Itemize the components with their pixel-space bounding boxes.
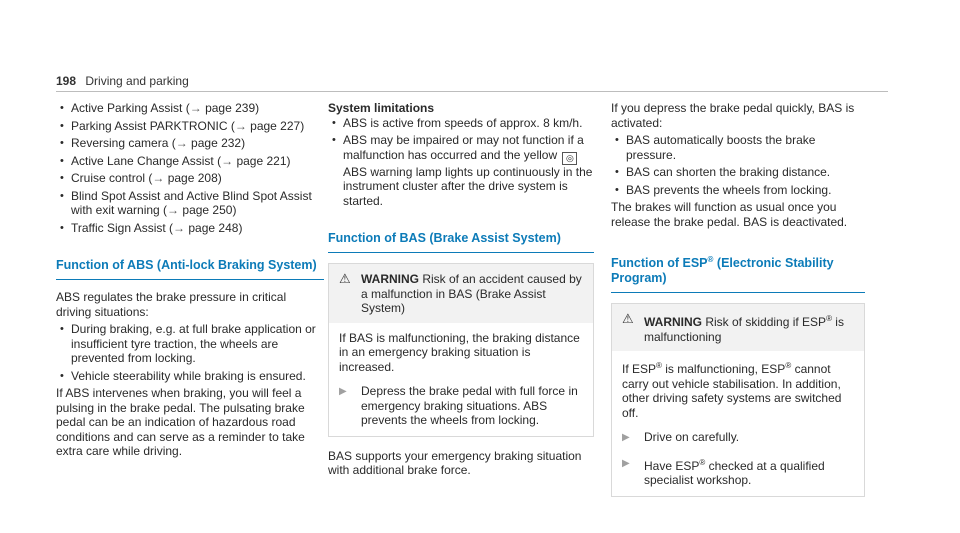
list-item: • Traffic Sign Assist (→ page 248) — [60, 220, 243, 235]
esp-warning-box: ⚠ WARNING Risk of skidding if ESP® is malfunctioning If ESP® is malfunctioning, ESP® cannot carry out vehicle stabilisation. In addition, other driving safety systems are switched off. ▶ Drive on carefully. ▶ Have ESP® checked at a qualified specialist workshop. — [611, 303, 865, 497]
warning-triangle-icon: ⚠ — [622, 311, 634, 326]
warning-label: WARNING — [644, 315, 702, 329]
list-item: • Reversing camera (→ page 232) — [60, 136, 246, 150]
abs-outro: If ABS intervenes when braking, you will feel a pulsing in the brake pedal. The pulsating brake pedal can be an indication of hazardous road conditions and can serve as a reminder to take extra care while driving. — [56, 386, 305, 458]
abs-section-title: Function of ABS (Anti-lock Braking System) — [56, 258, 324, 280]
bas-support: BAS supports your emergency braking situation with additional brake force. — [328, 448, 582, 477]
page-ref-link[interactable]: page 221 — [236, 153, 287, 168]
limitations-heading: System limitations — [328, 101, 435, 115]
list-item: • During braking, e.g. at full brake application or insufficient tyre traction, the wheels are prevented from locking. — [60, 322, 316, 365]
step-arrow-icon: ▶ — [339, 386, 347, 397]
bas-section-title: Function of BAS (Brake Assist System) — [328, 231, 594, 253]
esp-section-title: Function of ESP® (Electronic Stability Program) — [611, 252, 865, 293]
abs-intro: ABS regulates the brake pressure in critical driving situations: — [56, 290, 287, 319]
abs-bullets — [56, 322, 324, 383]
list-item: • BAS prevents the wheels from locking. — [615, 182, 832, 197]
page-ref-link[interactable]: page 250 — [182, 203, 233, 217]
assist-list — [56, 101, 324, 235]
list-item: • Blind Spot Assist and Active Blind Spot Assist with exit warning (→ page 250) — [60, 188, 312, 217]
list-item: • BAS automatically boosts the brake pressure. — [615, 133, 816, 162]
list-item: • ABS may be impaired or may not function if a malfunction has occurred and the yellow ◎ ABS warning lamp lights up continuously in the instrument cluster after the drive system is started. — [332, 133, 593, 208]
warning-step-2: Have ESP® checked at a qualified specialist workshop. — [644, 457, 825, 487]
step-arrow-icon: ▶ — [622, 457, 630, 469]
list-item: • BAS can shorten the braking distance. — [615, 165, 831, 179]
warning-body: If BAS is malfunctioning, the braking distance in an emergency braking situation is increased. — [339, 330, 580, 374]
header-divider — [56, 91, 888, 92]
warning-body: If ESP® is malfunctioning, ESP® cannot carry out vehicle stabilisation. In addition, other driving safety systems are switched off. — [622, 361, 842, 420]
column-2 — [328, 101, 594, 481]
page-ref-link[interactable]: page 239 — [205, 101, 256, 115]
list-item: • Active Lane Change Assist (→ page 221) — [60, 153, 291, 168]
warning-step-1: Drive on carefully. — [644, 430, 740, 444]
column-1 — [56, 101, 324, 462]
warning-step: Depress the brake pedal with full force in emergency braking situations. ABS prevents the wheels from locking. — [361, 384, 578, 427]
bas-outro: The brakes will function as usual once you release the brake pedal. BAS is deactivated. — [611, 200, 848, 229]
bas-list — [611, 133, 865, 197]
column-3 — [611, 101, 865, 509]
list-item: • ABS is active from speeds of approx. 8 km/h. — [332, 115, 583, 130]
list-item: • Parking Assist PARKTRONIC (→ page 227) — [60, 118, 305, 133]
page-ref-link[interactable]: page 208 — [167, 171, 218, 185]
list-item: • Vehicle steerability while braking is ensured. — [60, 368, 306, 383]
bas-warning-box — [328, 263, 594, 437]
warning-heading: Risk of an accident caused by a malfunction in BAS (Brake Assist System) — [361, 272, 582, 315]
page-ref-link[interactable]: page 227 — [250, 118, 301, 133]
page-ref-link[interactable]: page 232 — [191, 136, 242, 150]
page-header — [56, 74, 189, 89]
warning-triangle-icon: ⚠ — [339, 271, 351, 286]
step-arrow-icon: ▶ — [622, 432, 630, 443]
abs-warning-lamp-icon: ◎ — [562, 152, 577, 165]
limitations-list — [328, 116, 594, 209]
warning-label: WARNING — [361, 272, 419, 286]
bas-intro: If you depress the brake pedal quickly, BAS is activated: — [611, 101, 855, 130]
section-name: Driving and parking — [85, 74, 189, 88]
page-ref-link[interactable]: page 248 — [188, 220, 239, 235]
page-number: 198 — [56, 74, 77, 88]
list-item: • Cruise control (→ page 208) — [60, 171, 222, 185]
list-item: • Active Parking Assist (→ page 239) — [60, 101, 260, 115]
